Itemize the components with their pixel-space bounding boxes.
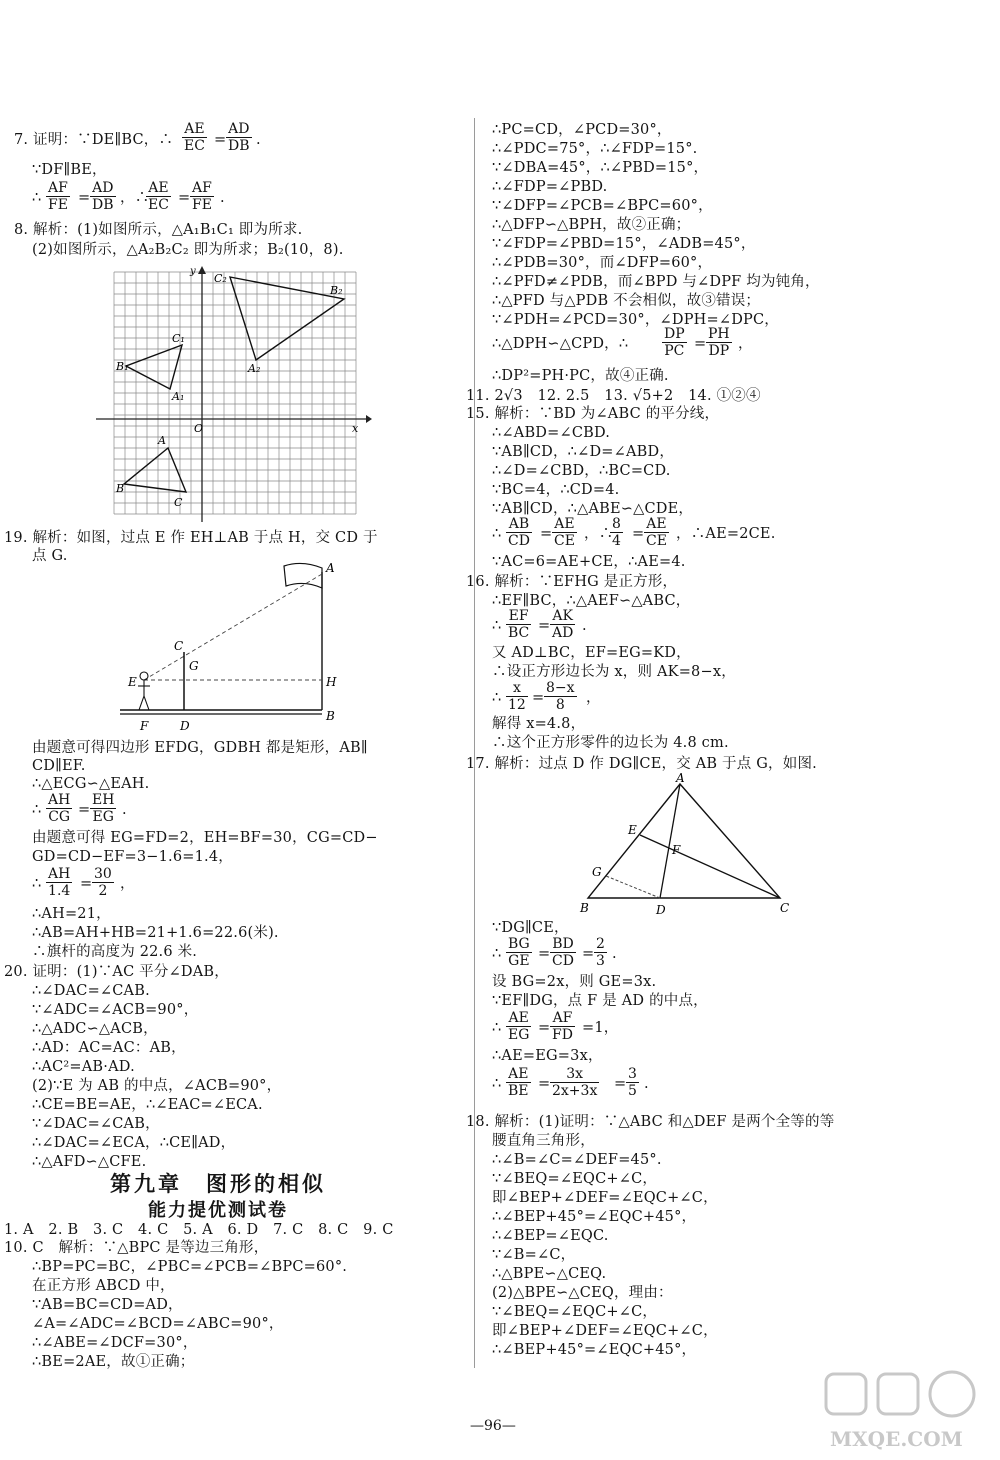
r10-line1: ∴PC=CD，∠PCD=30°， xyxy=(492,122,672,138)
eq: = xyxy=(538,1076,551,1092)
label-b2: B₂ xyxy=(330,284,343,297)
sol19-frac-eh-eg: $\frac{EH}{EG}$ xyxy=(92,792,115,825)
period: . xyxy=(612,946,617,962)
label-e: E xyxy=(628,823,637,837)
label-a: A xyxy=(676,772,685,785)
triangle-a2b2c2 xyxy=(230,277,344,360)
q16-frac-8-x-8: $\frac{8-x}{8}$ xyxy=(546,680,575,713)
triangle-figure xyxy=(578,772,808,942)
q7-line2: ∵DF∥BE， xyxy=(32,162,107,178)
eq: = xyxy=(538,618,551,634)
therefore: ∴ xyxy=(492,1076,502,1092)
sol19-frac-ah-cg: $\frac{AH}{CG}$ xyxy=(48,792,71,825)
q20-line11: ∴△AFD∽△CFE. xyxy=(32,1154,147,1170)
sol19-frac-ah-14: $\frac{AH}{1.4}$ xyxy=(48,866,71,899)
coordinate-grid-figure xyxy=(96,264,372,528)
answers-11-14: 11. 2√3 12. 2.5 13. √5+2 14. ①②④ xyxy=(466,388,761,404)
comma: ， xyxy=(120,876,135,892)
q18-line9: ∴△BPE∽△CEQ. xyxy=(492,1266,607,1282)
q15-line3: ∵AB∥CD，∴∠D=∠ABD， xyxy=(492,444,675,460)
q16-frac-x-12: $\frac{x}{12}$ xyxy=(508,680,526,713)
label-c1: C₁ xyxy=(172,332,185,345)
q17-frac-bd-cd: $\frac{BD}{CD}$ xyxy=(552,936,574,969)
answers-line2: 10. C 解析：∵△BPC 是等边三角形， xyxy=(4,1240,269,1256)
q20-line7: (2)∵E 为 AB 的中点，∠ACB=90°， xyxy=(32,1078,282,1094)
q17-frac-2-3: $\frac{2}{3}$ xyxy=(596,936,605,969)
q18-line4: ∵∠BEQ=∠EQC+∠C， xyxy=(492,1171,658,1187)
eq-one: =1， xyxy=(582,1020,619,1036)
q7-line1 xyxy=(14,132,173,149)
sol19-line1: 由题意可得四边形 EFDG，GDBH 都是矩形，AB∥ xyxy=(32,740,368,756)
q15-line1: 15. 解析：∵BD 为∠ABC 的平分线， xyxy=(466,406,720,422)
eq: = xyxy=(582,946,595,962)
r10-frac-dp-pc: $\frac{DP}{PC}$ xyxy=(664,326,685,359)
person-icon xyxy=(138,672,150,710)
sol19-frac-30-2: $\frac{30}{2}$ xyxy=(94,866,112,899)
label-d: D xyxy=(180,719,190,733)
answers-line5: ∵AB=BC=CD=AD， xyxy=(32,1297,183,1313)
eq: = xyxy=(614,1076,627,1092)
label-c2: C₂ xyxy=(214,272,227,285)
chapter-subtitle: 能力提优测试卷 xyxy=(148,1200,288,1221)
therefore: ∴ xyxy=(492,946,502,962)
sol19-line6: GD=CD−EF=3−1.6=1.4， xyxy=(32,849,233,865)
triangle-a1b1c1 xyxy=(126,345,182,389)
q15-line4: ∴∠D=∠CBD，∴BC=CD. xyxy=(492,463,671,479)
sight-line xyxy=(144,574,322,680)
q20-line9: ∵∠DAC=∠CAB， xyxy=(32,1116,160,1132)
q17-line1: 17. 解析：过点 D 作 DG∥CE，交 AB 于点 G，如图. xyxy=(466,756,817,772)
q19-line1: 19. 解析：如图，过点 E 作 EH⊥AB 于点 H，交 CD 于 xyxy=(4,530,378,546)
sol19-line3: ∴△ECG∽△EAH. xyxy=(32,776,150,792)
q17-frac-3x-5x: $\frac{3x}{2x+3x}$ xyxy=(552,1066,598,1099)
label-c: C xyxy=(174,496,183,509)
r10-line4: ∴∠FDP=∠PBD. xyxy=(492,179,608,195)
period: . xyxy=(220,190,225,206)
q7-frac-ad-db: $\frac{AD}{DB}$ xyxy=(228,121,250,154)
label-f: F xyxy=(140,719,149,733)
label-b: B xyxy=(580,901,589,915)
q15-ae-2ce: ，∴AE=2CE. xyxy=(676,526,776,542)
r10-line2: ∴∠PDC=75°，∴∠FDP=15°. xyxy=(492,141,698,157)
q8-line1: 8. 解析：(1)如图所示，△A₁B₁C₁ 即为所求. xyxy=(14,222,303,238)
q15-line8: ∵AC=6=AE+CE，∴AE=4. xyxy=(492,554,686,570)
therefore: ∴ xyxy=(492,618,502,634)
eq: = xyxy=(80,876,93,892)
eq: = xyxy=(538,1020,551,1036)
segment-ad xyxy=(660,784,680,898)
label-h: H xyxy=(326,675,337,689)
q7-frac-ae-ec: $\frac{AE}{EC}$ xyxy=(184,121,205,154)
r10-line8: ∴∠PDB=30°，而∠DFP=60°， xyxy=(492,255,713,271)
label-a2: A₂ xyxy=(248,362,261,375)
q18-line5: 即∠BEP+∠DEF=∠EQC+∠C， xyxy=(492,1190,718,1206)
answers-line8: ∴BE=2AE，故①正确； xyxy=(32,1354,195,1370)
period: . xyxy=(582,618,587,634)
q18-line13: ∴∠BEP+45°=∠EQC+45°， xyxy=(492,1342,697,1358)
answers-line1: 1. A 2. B 3. C 4. C 5. A 6. D 7. C 8. C 9. C xyxy=(4,1222,394,1238)
comma: ， xyxy=(586,690,601,706)
q7-frac-ae-ec-2: $\frac{AE}{EC}$ xyxy=(148,180,169,213)
label-b: B xyxy=(116,482,125,495)
q17-line2: ∵DG∥CE， xyxy=(492,920,569,936)
answers-line4: 在正方形 ABCD 中， xyxy=(32,1278,175,1294)
therefore: ∴ xyxy=(32,802,42,818)
period: . xyxy=(256,132,261,148)
sol19-line9: ∴AB=AH+HB=21+1.6=22.6(米). xyxy=(32,925,279,941)
label-e: E xyxy=(128,675,137,689)
therefore: ∴ xyxy=(492,526,502,542)
eq: = xyxy=(632,526,645,542)
q18-line7: ∴∠BEP=∠EQC. xyxy=(492,1228,609,1244)
q15-line2: ∴∠ABD=∠CBD. xyxy=(492,425,611,441)
eq: = xyxy=(178,190,191,206)
eq: = xyxy=(540,526,553,542)
q16-line4: 又 AD⊥BC，EF=EG=KD， xyxy=(492,645,691,661)
y-arrow-icon xyxy=(198,266,206,274)
q20-line3: ∵∠ADC=∠ACB=90°， xyxy=(32,1002,199,1018)
segment-dg xyxy=(606,876,660,898)
r10-line11: ∵∠PDH=∠PCD=30°，∠DPH=∠DPC， xyxy=(492,312,779,328)
q18-line11: ∵∠BEQ=∠EQC+∠C， xyxy=(492,1304,658,1320)
q20-line5: ∴AD：AC=AC：AB， xyxy=(32,1040,186,1056)
q20-line10: ∴∠DAC=∠ECA，∴CE∥AD， xyxy=(32,1135,236,1151)
q19-line2: 点 G. xyxy=(32,548,68,564)
label-g: G xyxy=(189,659,199,673)
q18-line1: 18. 解析：(1)证明：∵△ABC 和△DEF 是两个全等的等 xyxy=(466,1114,835,1130)
r10-line6: ∴△DFP∽△BPH，故②正确； xyxy=(492,217,691,233)
r10-line12: ∴△DPH∽△CPD，∴ xyxy=(492,336,629,352)
q7-frac-af-fe: $\frac{AF}{FE}$ xyxy=(48,180,68,213)
label-d: D xyxy=(656,903,666,917)
q17-line5: ∵EF∥DG，点 F 是 AD 的中点， xyxy=(492,993,708,1009)
q20-line4: ∴△ADC∽△ACB， xyxy=(32,1021,158,1037)
eq: = xyxy=(694,336,707,352)
sol19-line5: 由题意可得 EG=FD=2，EH=BF=30，CG=CD− xyxy=(32,830,378,846)
page-number: —96— xyxy=(470,1418,516,1434)
eq: = xyxy=(532,690,545,706)
label-g: G xyxy=(592,865,602,879)
label-c: C xyxy=(780,901,790,915)
q17-frac-3-5: $\frac{3}{5}$ xyxy=(628,1066,637,1099)
eq: = xyxy=(538,946,551,962)
q15-frac-ae-ce: $\frac{AE}{CE}$ xyxy=(554,516,575,549)
q15-frac-8-4: $\frac{8}{4}$ xyxy=(612,516,621,549)
q16-line2: ∴EF∥BC，∴△AEF∽△ABC， xyxy=(492,593,691,609)
period: . xyxy=(122,802,127,818)
eq: = xyxy=(78,802,91,818)
q20-line1: 20. 证明：(1)∵AC 平分∠DAB， xyxy=(4,964,229,980)
comma-therefore: ，∴ xyxy=(584,526,614,542)
comma: ， xyxy=(738,336,753,352)
q20-line6: ∴AC²=AB·AD. xyxy=(32,1059,135,1075)
r10-line7: ∵∠FDP=∠PBD=15°，∠ADB=45°， xyxy=(492,236,756,252)
r10-line5: ∵∠DFP=∠PCB=∠BPC=60°， xyxy=(492,198,713,214)
x-axis-label: x xyxy=(352,422,359,435)
q20-line2: ∴∠DAC=∠CAB. xyxy=(32,983,150,999)
label-a1: A₁ xyxy=(172,390,185,403)
label-a: A xyxy=(326,561,335,575)
label-b1: B₁ xyxy=(116,360,129,373)
q18-line8: ∵∠B=∠C， xyxy=(492,1247,576,1263)
therefore: ∴ xyxy=(32,876,42,892)
sol19-line2: CD∥EF. xyxy=(32,758,86,774)
q16-frac-ak-ad: $\frac{AK}{AD}$ xyxy=(552,608,574,641)
q7-text: 7. 证明：∵DE∥BC，∴ xyxy=(14,132,174,148)
label-b: B xyxy=(326,709,335,723)
therefore: ∴ xyxy=(32,190,42,206)
q15-line6: ∵AB∥CD，∴△ABE∽△CDE， xyxy=(492,501,694,517)
q15-line5: ∵BC=4，∴CD=4. xyxy=(492,482,620,498)
y-axis-label: y xyxy=(190,266,196,277)
q18-line3: ∴∠B=∠C=∠DEF=45°. xyxy=(492,1152,662,1168)
q18-line6: ∴∠BEP+45°=∠EQC+45°， xyxy=(492,1209,697,1225)
label-c: C xyxy=(174,639,184,653)
r10-line9: ∴∠PFD≠∠PDB，而∠BPD 与∠DPF 均为钝角， xyxy=(492,274,820,290)
r10-line10: ∴△PFD 与△PDB 不会相似，故③错误； xyxy=(492,293,761,309)
q18-line12: 即∠BEP+∠DEF=∠EQC+∠C， xyxy=(492,1323,718,1339)
q20-line8: ∴CE=BE=AE，∴∠EAC=∠ECA. xyxy=(32,1097,263,1113)
r10-frac-ph-dp: $\frac{PH}{DP}$ xyxy=(708,326,730,359)
eq: = xyxy=(214,132,227,148)
therefore: ∴ xyxy=(492,1020,502,1036)
x-arrow-icon xyxy=(366,415,372,423)
label-a: A xyxy=(158,434,166,447)
origin-label: O xyxy=(194,422,204,435)
q16-line7: 解得 x=4.8， xyxy=(492,716,586,732)
q18-line2: 腰直角三角形， xyxy=(492,1133,595,1149)
r10-line3: ∵∠DBA=45°，∴∠PBD=15°， xyxy=(492,160,709,176)
r10-line13: ∴DP²=PH·PC，故④正确. xyxy=(492,368,669,384)
q17-frac-af-fd: $\frac{AF}{FD}$ xyxy=(552,1010,573,1043)
q16-frac-ef-bc: $\frac{EF}{BC}$ xyxy=(508,608,530,641)
q17-frac-ae-eg: $\frac{AE}{EG}$ xyxy=(508,1010,530,1043)
q18-line10: (2)△BPE∽△CEQ，理由： xyxy=(492,1285,673,1301)
answers-line6: ∠A=∠ADC=∠BCD=∠ABC=90°， xyxy=(32,1316,284,1332)
chapter-title: 第九章 图形的相似 xyxy=(110,1171,326,1196)
period: . xyxy=(644,1076,649,1092)
q16-line5: ∴设正方形边长为 x，则 AK=8−x， xyxy=(492,664,736,680)
sol19-line10: ∴旗杆的高度为 22.6 米. xyxy=(32,944,198,960)
flagpole-figure xyxy=(110,560,346,738)
grid-lines xyxy=(114,272,356,514)
q15-frac-ab-cd: $\frac{AB}{CD}$ xyxy=(508,516,530,549)
watermark-logo xyxy=(822,1368,992,1454)
therefore: ∴ xyxy=(492,690,502,706)
q17-frac-bg-ge: $\frac{BG}{GE}$ xyxy=(508,936,530,969)
q15-frac-ae-ce-2: $\frac{AE}{CE}$ xyxy=(646,516,667,549)
comma-therefore: ，∴ xyxy=(120,190,150,206)
svg-text:MXQE.COM: MXQE.COM xyxy=(830,1427,963,1451)
column-divider xyxy=(474,118,475,1368)
q16-line8: ∴这个正方形零件的边长为 4.8 cm. xyxy=(492,735,729,751)
q17-line4: 设 BG=2x，则 GE=3x. xyxy=(492,974,657,990)
answers-line3: ∴BP=PC=BC，∠PBC=∠PCB=∠BPC=60°. xyxy=(32,1259,348,1275)
label-f: F xyxy=(672,843,681,857)
q17-frac-ae-be: $\frac{AE}{BE}$ xyxy=(508,1066,529,1099)
flag-icon xyxy=(284,563,322,588)
q8-line2: (2)如图所示，△A₂B₂C₂ 即为所求；B₂(10，8). xyxy=(32,242,344,258)
q16-line1: 16. 解析：∵EFHG 是正方形， xyxy=(466,574,678,590)
eq: = xyxy=(78,190,91,206)
sol19-line8: ∴AH=21， xyxy=(32,906,111,922)
q7-frac-ad-db-2: $\frac{AD}{DB}$ xyxy=(92,180,114,213)
answers-line7: ∴∠ABE=∠DCF=30°， xyxy=(32,1335,198,1351)
q17-line7: ∴AE=EG=3x， xyxy=(492,1048,603,1064)
q7-frac-af-fe-2: $\frac{AF}{FE}$ xyxy=(192,180,212,213)
